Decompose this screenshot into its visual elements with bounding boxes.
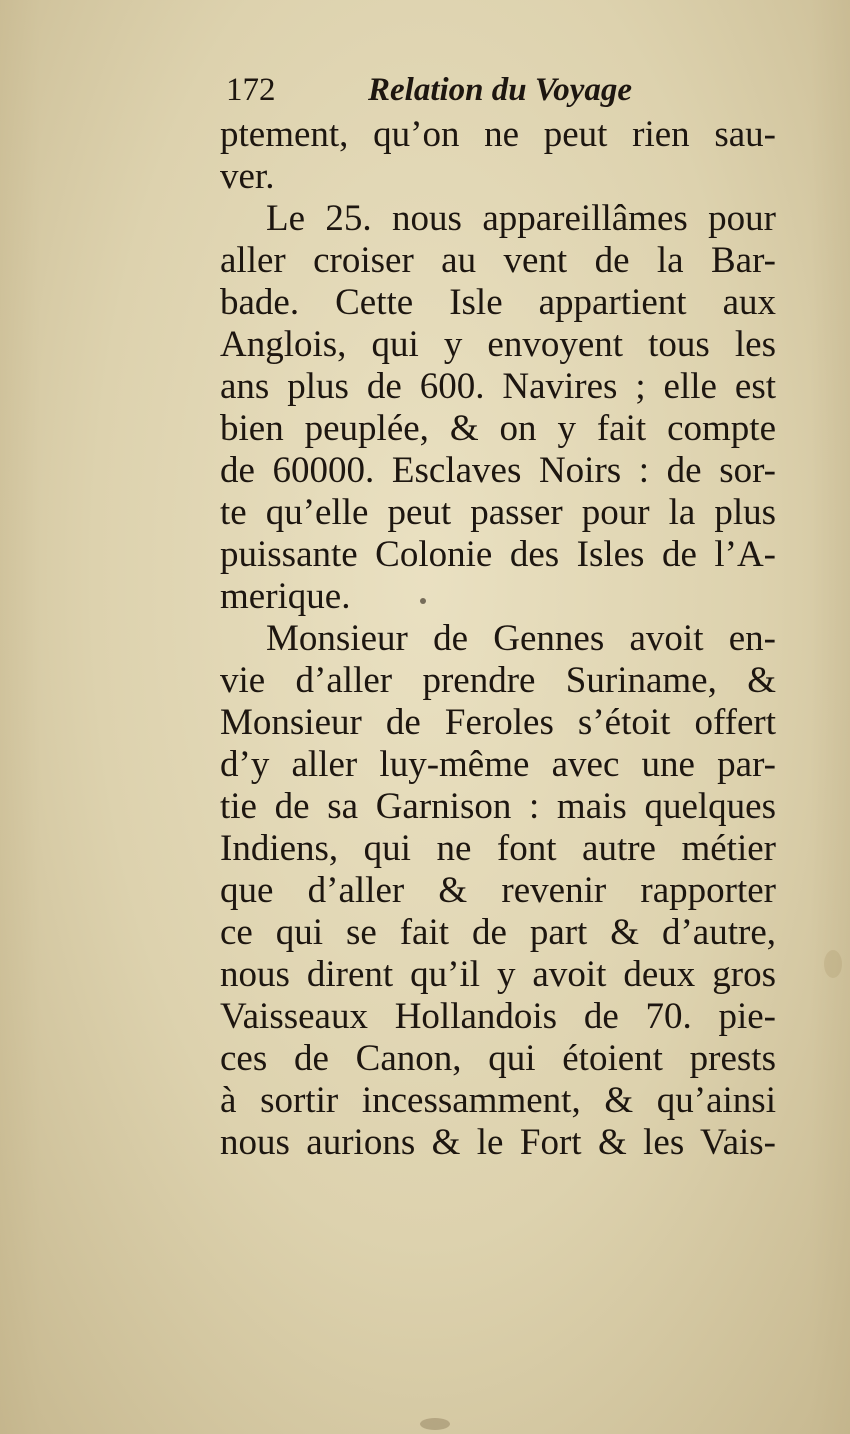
text-line: Vaisseaux Hollandois de 70. pie- [220, 996, 776, 1037]
text-line: ce qui se fait de part & d’autre, [220, 912, 776, 953]
text-line: ces de Canon, qui étoient prests [220, 1038, 776, 1079]
paragraph-first-line: Le 25. nous appareillâmes pour [266, 198, 776, 239]
text-line: nous dirent qu’il y avoit deux gros [220, 954, 776, 995]
text-line: que d’aller & revenir rapporter [220, 870, 776, 911]
text-line: Anglois, qui y envoyent tous les [220, 324, 776, 365]
running-head: Relation du Voyage [368, 72, 633, 108]
paper-stain [824, 950, 842, 978]
text-line: merique. [220, 576, 351, 617]
text-line: te qu’elle peut passer pour la plus [220, 492, 776, 533]
text-line: de 60000. Esclaves Noirs : de sor- [220, 450, 776, 491]
text-line: à sortir incessamment, & qu’ainsi [220, 1080, 776, 1121]
text-line: ans plus de 600. Navires ; elle est [220, 366, 776, 407]
text-line: vie d’aller prendre Suriname, & [220, 660, 776, 701]
paper-stain [420, 1418, 450, 1430]
page-header [226, 68, 786, 114]
page-number: 172 [226, 72, 276, 108]
text-line: Indiens, qui ne font autre métier [220, 828, 776, 869]
paragraph-first-line: Monsieur de Gennes avoit en- [266, 618, 776, 659]
text-line: ver. [220, 156, 275, 197]
text-line: tie de sa Garnison : mais quelques [220, 786, 776, 827]
text-line: Monsieur de Feroles s’étoit offert [220, 702, 776, 743]
text-line: bien peuplée, & on y fait compte [220, 408, 776, 449]
text-line: puissante Colonie des Isles de l’A- [220, 534, 776, 575]
text-line: d’y aller luy-même avec une par- [220, 744, 776, 785]
text-line: bade. Cette Isle appartient aux [220, 282, 776, 323]
text-line: nous aurions & le Fort & les Vais- [220, 1122, 776, 1163]
body-text [220, 114, 776, 1164]
text-line: aller croiser au vent de la Bar- [220, 240, 776, 281]
text-line: ptement, qu’on ne peut rien sau- [220, 114, 776, 155]
